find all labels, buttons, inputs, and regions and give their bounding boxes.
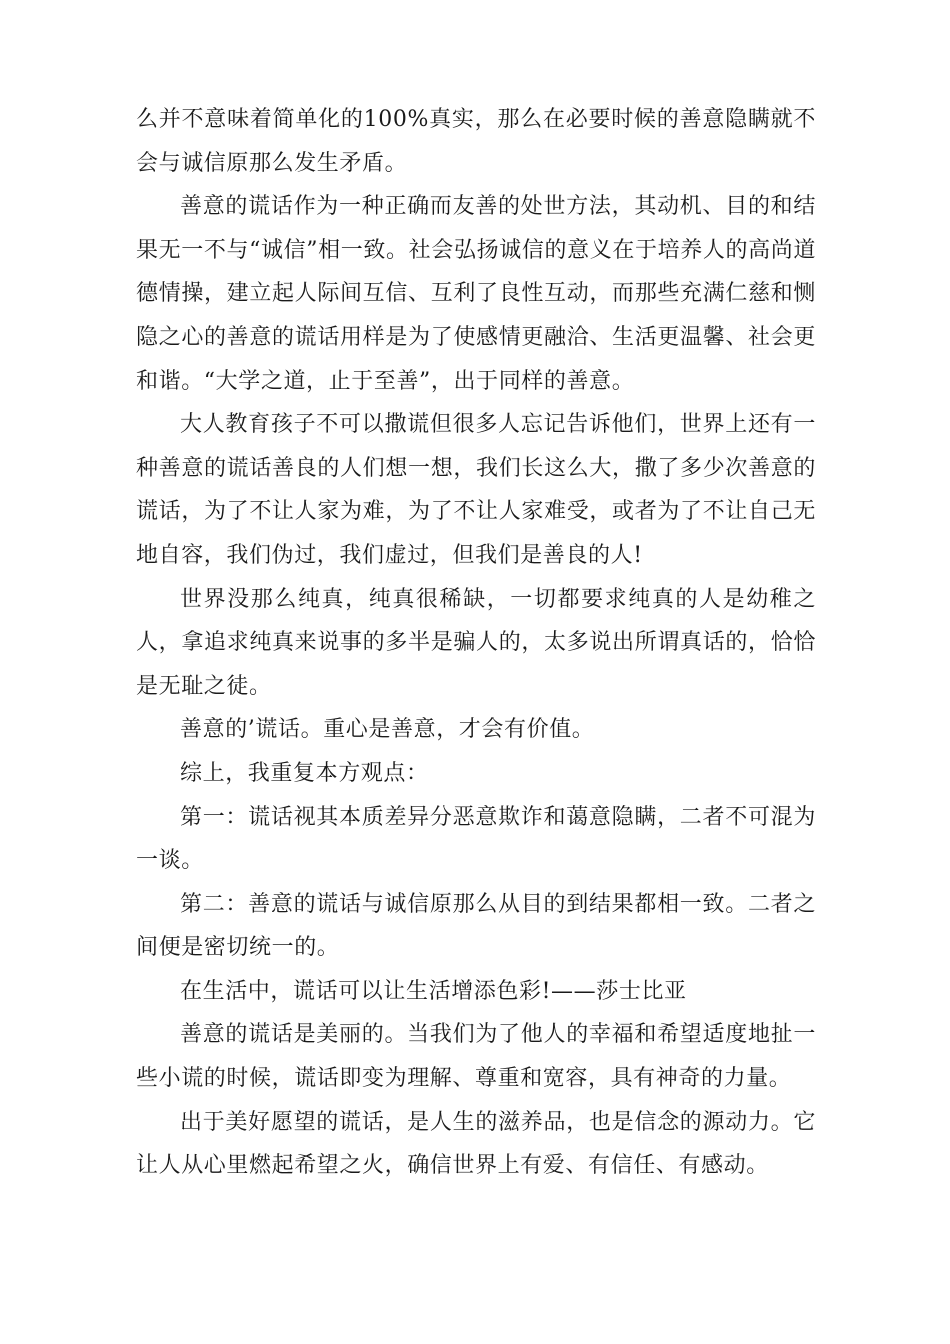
paragraph-2: 善意的谎话作为一种正确而友善的处世方法，其动机、目的和结果无一不与“诚信”相一致。社会弘扬诚信的意义在于培养人的高尚道德情操，建立起人际间互信、互利了良性互动，而那些充满仁慈和恻隐之心的善意的谎话用样是为了使感情更融洽、生活更温馨、社会更和谐。“大学之道，止于至善”，出于同样的善意。 xyxy=(136,194,816,394)
paragraph-3: 大人教育孩子不可以撒谎但很多人忘记告诉他们，世界上还有一种善意的谎话善良的人们想一想，我们长这么大，撒了多少次善意的谎话，为了不让人家为难，为了不让人家难受，或者为了不让自己无地自容，我们伪过，我们虚过，但我们是善良的人! xyxy=(136,412,816,568)
document-body xyxy=(136,98,816,1188)
paragraph-6: 综上，我重复本方观点： xyxy=(180,760,429,786)
paragraph-4: 世界没那么纯真，纯真很稀缺，一切都要求纯真的人是幼稚之人，拿追求纯真来说事的多半是骗人的，太多说出所谓真话的，恰恰是无耻之徒。 xyxy=(136,586,816,699)
paragraph-10: 善意的谎话是美丽的。当我们为了他人的幸福和希望适度地扯一些小谎的时候，谎话即变为理解、尊重和宽容，具有神奇的力量。 xyxy=(136,1022,816,1092)
paragraph-1: 么并不意味着简单化的100%真实，那么在必要时候的善意隐瞒就不会与诚信原那么发生矛盾。 xyxy=(136,107,816,176)
paragraph-5: 善意的’谎话。重心是善意，才会有价值。 xyxy=(180,717,595,743)
paragraph-11: 出于美好愿望的谎话，是人生的滋养品，也是信念的源动力。它让人从心里燃起希望之火，确信世界上有爱、有信任、有感动。 xyxy=(136,1109,816,1179)
paragraph-9: 在生活中，谎话可以让生活增添色彩!——莎士比亚 xyxy=(180,978,687,1004)
paragraph-8: 第二：善意的谎话与诚信原那么从目的到结果都相一致。二者之间便是密切统一的。 xyxy=(136,891,816,961)
paragraph-7: 第一：谎话视其本质差异分恶意欺诈和蔼意隐瞒，二者不可混为一谈。 xyxy=(136,804,816,874)
